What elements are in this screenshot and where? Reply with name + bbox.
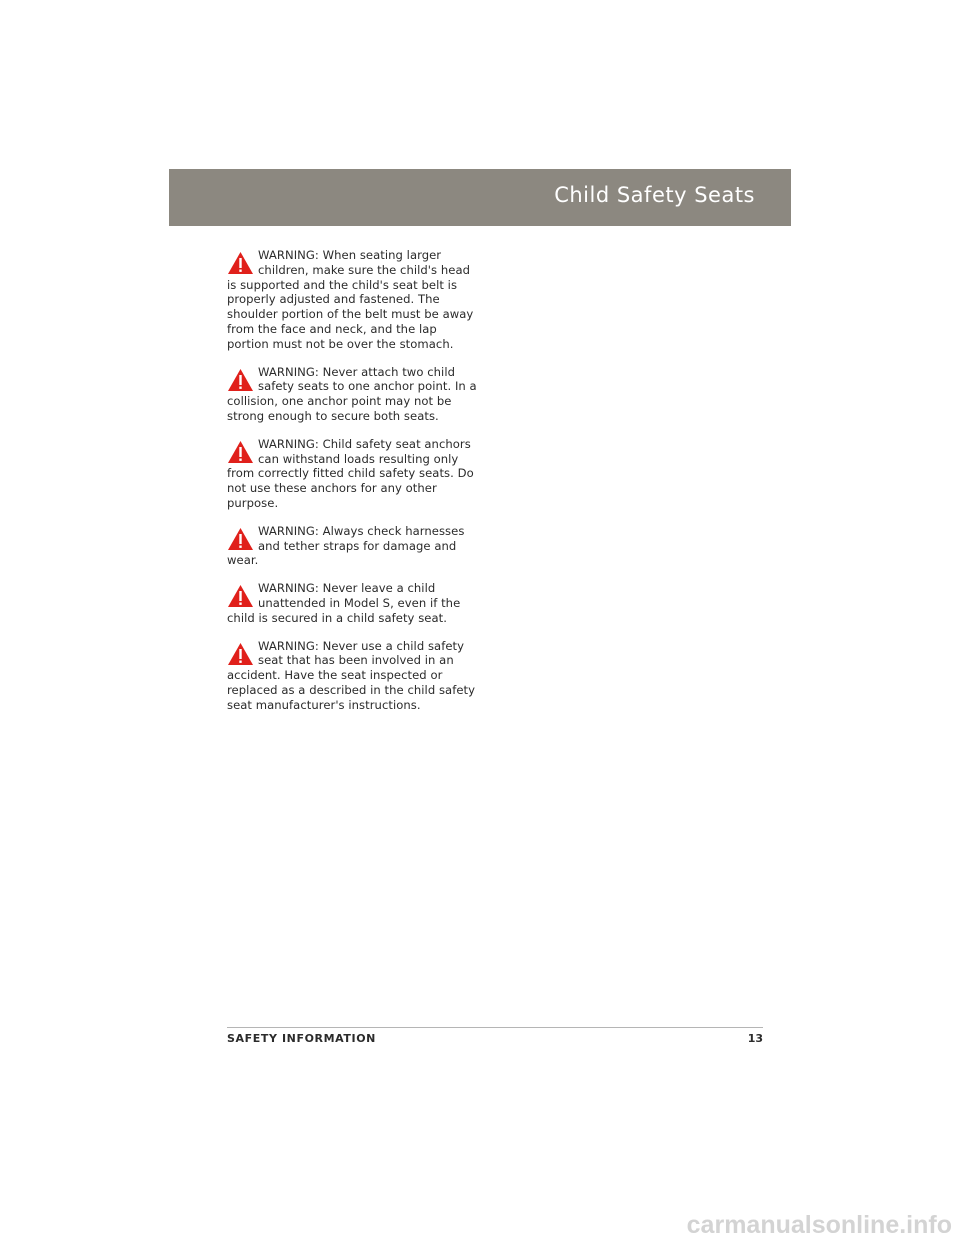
warning-text: WARNING: Never leave a child unattended in Model S, even if the child is secured in a child safety seat.	[227, 581, 461, 625]
warning-text: WARNING: Never attach two child safety seats to one anchor point. In a collision, one anchor point may not be strong enough to secure both seats.	[227, 364, 477, 423]
warning-triangle-icon	[227, 642, 254, 666]
header-band	[169, 169, 791, 226]
warning-item	[227, 581, 482, 625]
page-number: 13	[747, 1032, 763, 1045]
watermark: carmanualsonline.info	[686, 1211, 952, 1239]
warnings-list	[227, 248, 482, 726]
warning-item	[227, 365, 482, 424]
warning-triangle-icon	[227, 251, 254, 275]
warning-item	[227, 639, 482, 713]
page-title: Child Safety Seats	[554, 183, 755, 207]
warning-text: WARNING: Always check harnesses and tether straps for damage and wear.	[227, 523, 465, 568]
warning-triangle-icon	[227, 368, 254, 392]
warning-text: WARNING: Child safety seat anchors can withstand loads resulting only from correctly fitted child safety seats. Do not use these anchors for any other purpose.	[227, 436, 474, 510]
warning-item	[227, 524, 482, 568]
warning-text: WARNING: Never use a child safety seat that has been involved in an accident. Have the seat inspected or replaced as a described in the child safety seat manufacturer's instructions.	[227, 638, 476, 712]
warning-triangle-icon	[227, 440, 254, 464]
warning-item	[227, 248, 482, 352]
warning-triangle-icon	[227, 527, 254, 551]
footer-divider	[227, 1027, 763, 1028]
warning-text: WARNING: When seating larger children, make sure the child's head is supported and the child's seat belt is properly adjusted and fastened. The shoulder portion of the belt must be away from the face and neck, and the lap portion must not be over the stomach.	[227, 248, 474, 351]
footer-section-title: SAFETY INFORMATION	[227, 1032, 376, 1045]
warning-triangle-icon	[227, 584, 254, 608]
warning-item	[227, 437, 482, 511]
